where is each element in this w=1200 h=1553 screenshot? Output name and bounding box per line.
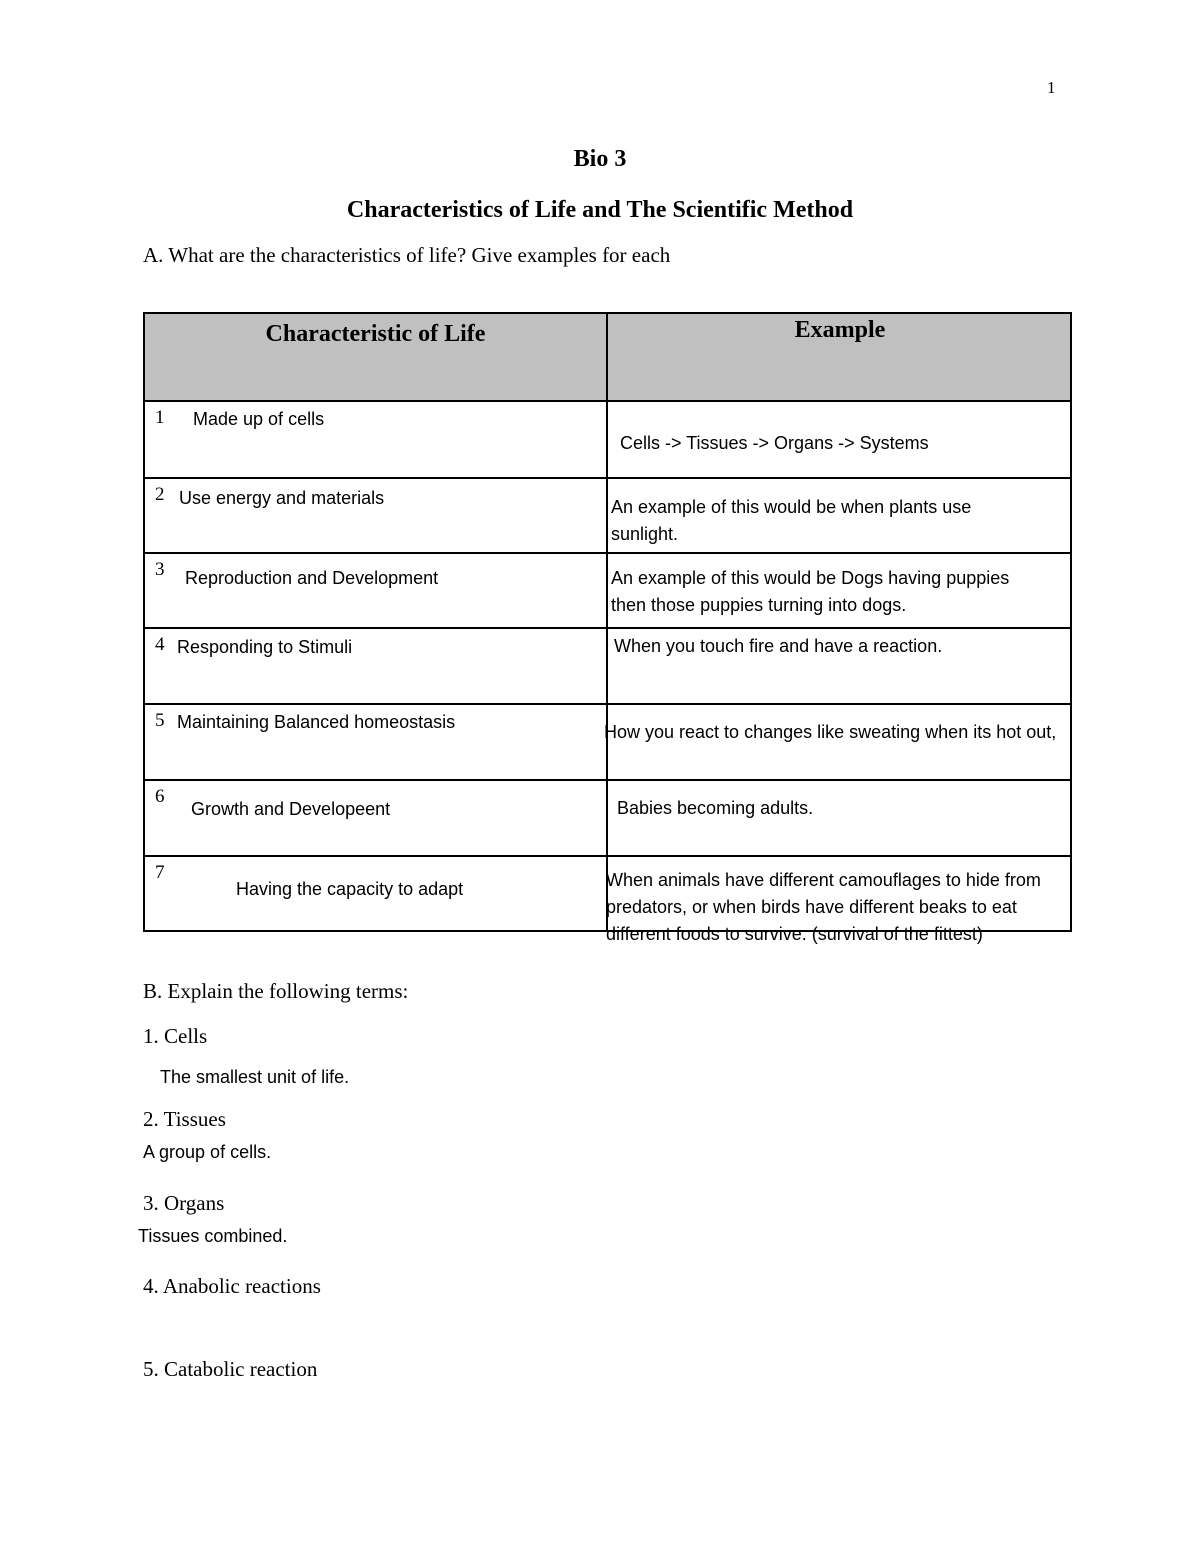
example-line: An example of this would be when plants use xyxy=(611,497,972,517)
row-number: 3 xyxy=(155,559,165,580)
characteristic-cell: Growth and Developeent xyxy=(191,799,391,819)
term-label: 5. Catabolic reaction xyxy=(143,1357,318,1381)
term-answer: The smallest unit of life. xyxy=(160,1067,350,1087)
example-line: sunlight. xyxy=(611,524,679,544)
characteristic-cell: Maintaining Balanced homeostasis xyxy=(177,712,456,732)
table-header-characteristic: Characteristic of Life xyxy=(265,321,486,347)
characteristic-cell: Responding to Stimuli xyxy=(177,637,353,657)
table-rule xyxy=(143,312,145,932)
characteristic-cell: Use energy and materials xyxy=(179,488,385,508)
example-cell xyxy=(606,867,1041,948)
table-rule xyxy=(606,312,608,932)
example-cell xyxy=(611,494,971,548)
row-number: 6 xyxy=(155,786,165,807)
characteristic-cell: Made up of cells xyxy=(193,409,325,429)
characteristic-cell: Having the capacity to adapt xyxy=(236,879,464,899)
row-number: 5 xyxy=(155,710,165,731)
characteristics-table xyxy=(143,312,1072,944)
term-label: 2. Tissues xyxy=(143,1107,226,1131)
example-cell: Babies becoming adults. xyxy=(617,798,814,818)
section-b-prompt: B. Explain the following terms: xyxy=(143,979,409,1003)
term-label: 1. Cells xyxy=(143,1024,208,1048)
row-number: 2 xyxy=(155,484,165,505)
example-line: An example of this would be Dogs having puppies xyxy=(611,568,1010,588)
term-answer: Tissues combined. xyxy=(138,1226,288,1246)
example-line: predators, or when birds have different beaks to eat xyxy=(606,897,1017,917)
example-cell xyxy=(611,565,1009,619)
term-answer: A group of cells. xyxy=(143,1142,272,1162)
section-a-prompt: A. What are the characteristics of life? Give examples for each xyxy=(143,243,671,267)
characteristic-cell: Reproduction and Development xyxy=(185,568,439,588)
example-cell: How you react to changes like sweating when its hot out, xyxy=(604,722,1057,742)
page-number: 1 xyxy=(1047,78,1056,97)
example-cell: When you touch fire and have a reaction. xyxy=(614,636,943,656)
example-line: When animals have different camouflages to hide from xyxy=(606,870,1041,890)
example-cell: Cells -> Tissues -> Organs -> Systems xyxy=(620,433,929,453)
example-line: then those puppies turning into dogs. xyxy=(611,595,907,615)
term-label: 3. Organs xyxy=(143,1191,225,1215)
page-subtitle: Characteristics of Life and The Scientific Method xyxy=(346,197,854,223)
row-number: 4 xyxy=(155,634,165,655)
term-label: 4. Anabolic reactions xyxy=(143,1274,321,1298)
example-line: different foods to survive. (survival of the fittest) xyxy=(606,924,983,944)
row-number: 7 xyxy=(155,862,165,883)
table-rule xyxy=(1070,312,1072,932)
row-number: 1 xyxy=(155,407,165,428)
page-title: Bio 3 xyxy=(573,146,627,172)
table-header-example: Example xyxy=(794,317,886,343)
